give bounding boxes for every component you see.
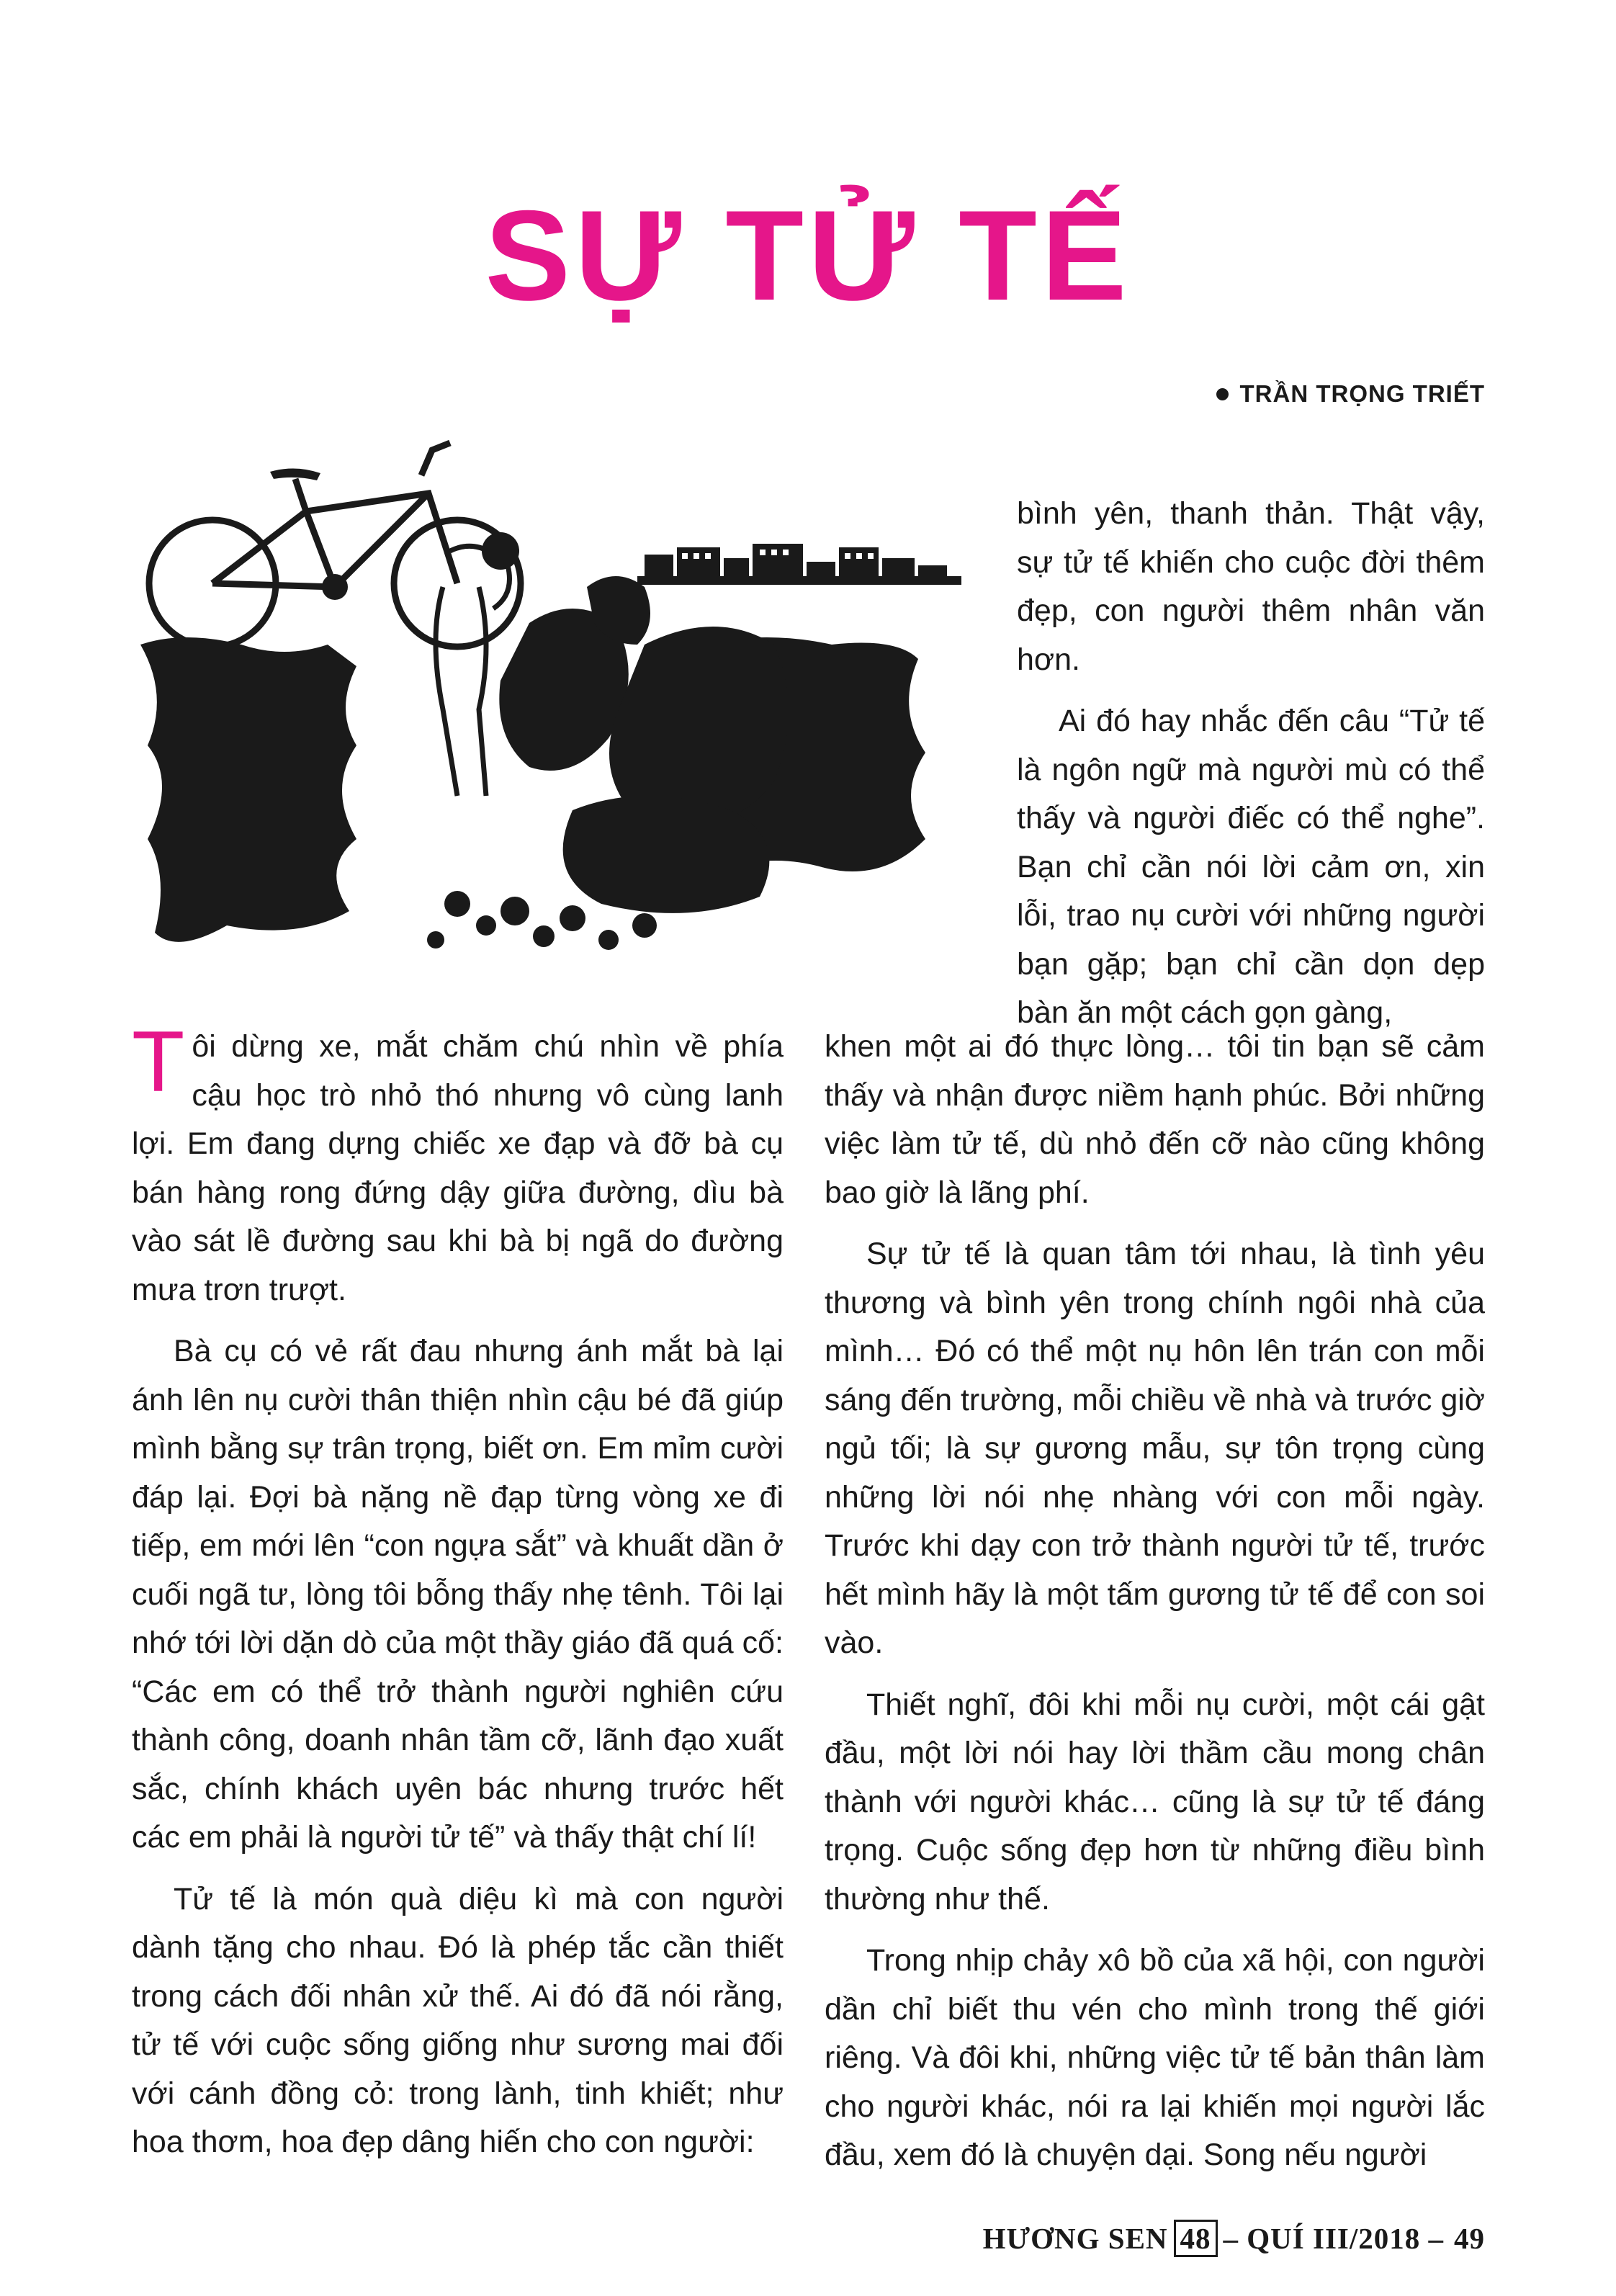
issue-number: 48 — [1174, 2220, 1218, 2257]
right-column-top — [1017, 490, 1485, 1051]
article-title: SỰ TỬ TẾ — [485, 184, 1131, 327]
bicycle-and-figures-illustration — [140, 407, 990, 983]
right-column — [825, 1023, 1485, 2193]
page-footer — [983, 2220, 1485, 2257]
paragraph: Trong nhịp chảy xô bồ của xã hội, con người dần chỉ biết thu vén cho mình trong thế giới riêng. Và đôi khi, những việc tử tế bản thân làm cho người khác, nói ra lại khiến mọi người lắc đầu, xem đó là chuyện dại. Song nếu người — [825, 1943, 1485, 2172]
left-column — [132, 1013, 784, 2180]
author-byline — [1216, 380, 1485, 408]
paragraph: khen một ai đó thực lòng… tôi tin bạn sẽ cảm thấy và nhận được niềm hạnh phúc. Bởi những việc làm tử tế, dù nhỏ đến cỡ nào cũng không bao giờ là lãng phí. — [825, 1029, 1485, 1210]
dropcap-letter: T — [132, 1013, 185, 1110]
bullet-icon — [1216, 388, 1229, 400]
paragraph: bình yên, thanh thản. Thật vậy, sự tử tế khiến cho cuộc đời thêm đẹp, con người thêm nhân văn hơn. — [1017, 496, 1485, 677]
first-paragraph-text: ôi dừng xe, mắt chăm chú nhìn về phía cậu học trò nhỏ thó nhưng vô cùng lanh lợi. Em đang dựng chiếc xe đạp và đỡ bà cụ bán hàng rong đứng dậy giữa đường, dìu bà vào sát lề đường sau khi bà bị ngã do đường mưa trơn trượt. — [132, 1029, 784, 1307]
paragraph — [132, 1013, 784, 1314]
paragraph: Thiết nghĩ, đôi khi mỗi nụ cười, một cái gật đầu, một lời nói hay lời thầm cầu mong chân thành với người khác… cũng là sự tử tế đáng trọng. Cuộc sống đẹp hơn từ những điều bình thường như thế. — [825, 1687, 1485, 1916]
issue-period: – QUÍ III/2018 – — [1223, 2222, 1444, 2255]
paragraph: Sự tử tế là quan tâm tới nhau, là tình yêu thương và bình yên trong chính ngôi nhà của mình… Đó có thể một nụ hôn lên trán con mỗi sáng đến trường, mỗi chiều về nhà và trước giờ ngủ tối; là sự gương mẫu, sự tôn trọng cùng những lời nói nhẹ nhàng với con mỗi ngày. Trước khi dạy con trở thành người tử tế, trước hết mình hãy là một tấm gương tử tế để con soi vào. — [825, 1237, 1485, 1660]
page-number: 49 — [1454, 2222, 1485, 2255]
paragraph: Bà cụ có vẻ rất đau nhưng ánh mắt bà lại ánh lên nụ cười thân thiện nhìn cậu bé đã giúp mình bằng sự trân trọng, biết ơn. Em mỉm cười đáp lại. Đợi bà nặng nề đạp từng vòng xe đi tiếp, em mới lên “con ngựa sắt” và khuất dần ở cuối ngã tư, lòng tôi bỗng thấy nhẹ tênh. Tôi lại nhớ tới lời dặn dò của một thầy giáo đã quá cố: “Các em có thể trở thành người nghiên cứu thành công, doanh nhân tầm cỡ, lãnh đạo xuất sắc, chính khách uyên bác nhưng trước hết các em phải là người tử tế” và thấy thật chí lí! — [132, 1334, 784, 1855]
paragraph: Ai đó hay nhắc đến câu “Tử tế là ngôn ngữ mà người mù có thể thấy và người điếc có thể nghe”. Bạn chỉ cần nói lời cảm ơn, xin lỗi, trao nụ cười với những người bạn gặp; bạn chỉ cần dọn dẹp bàn ăn một cách gọn gàng, — [1017, 704, 1485, 1030]
author-name: TRẦN TRỌNG TRIẾT — [1239, 380, 1485, 407]
paragraph: Tử tế là món quà diệu kì mà con người dành tặng cho nhau. Đó là phép tắc cần thiết trong cách đối nhân xử thế. Ai đó đã nói rằng, tử tế với cuộc sống giống như sương mai đối với cánh đồng cỏ: trong lành, tinh khiết; như hoa thơm, hoa đẹp dâng hiến cho con người: — [132, 1881, 784, 2159]
magazine-name: HƯƠNG SEN — [982, 2222, 1168, 2255]
